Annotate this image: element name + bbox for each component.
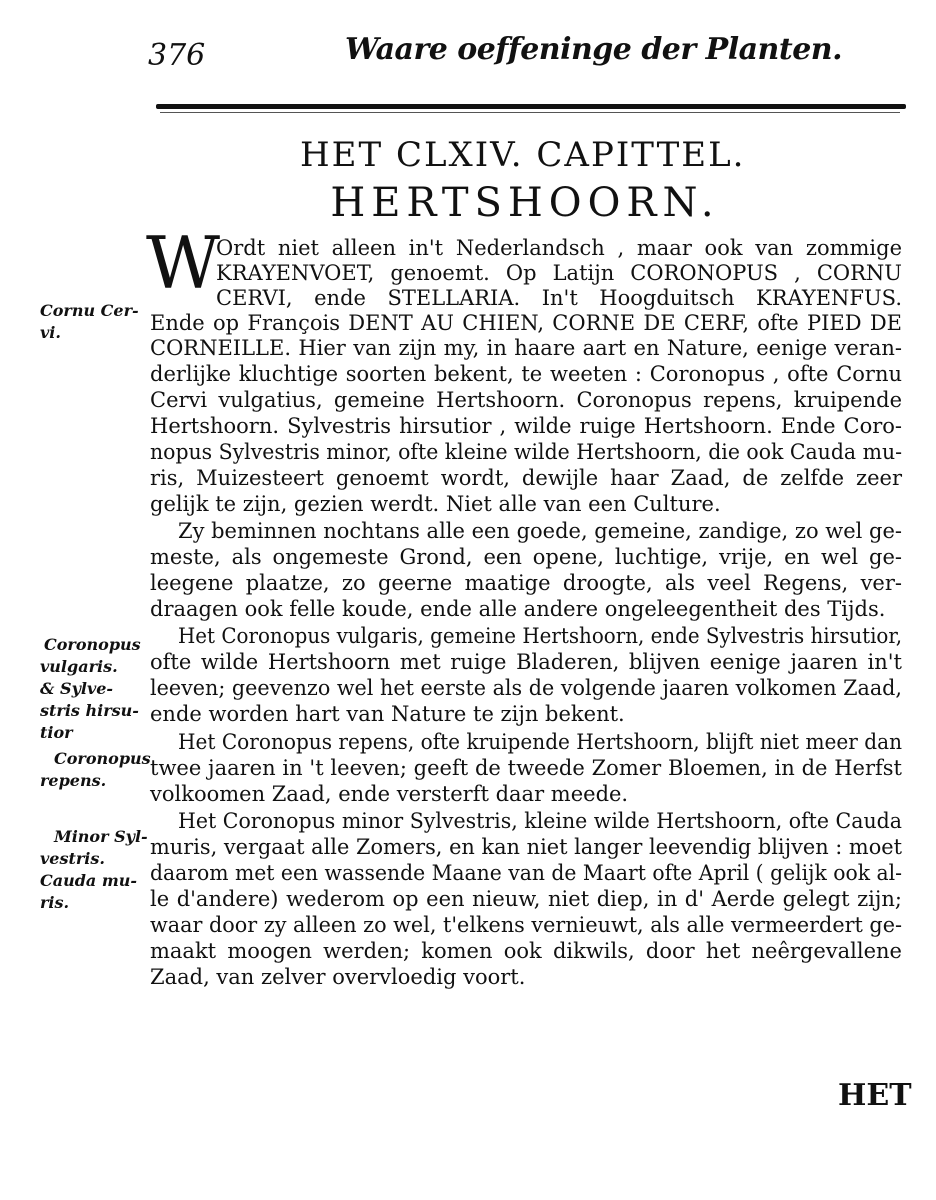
text-line: draagen ook felle koude, ende alle andere ongeleegentheit des Tijds.	[150, 597, 886, 621]
text-line: Zaad, van zelver overvloedig voort.	[150, 965, 526, 989]
text-line: leegene plaatze, zo geerne maatige droogte, als veel Regens, ver-	[150, 571, 902, 595]
text-line: CORNEILLE. Hier van zijn my, in haare aart en Nature, eenige veran-	[150, 336, 902, 360]
page-number: 376	[148, 38, 206, 73]
text-line: maakt moogen werden; komen ook dikwils, door het neêrgevallene	[150, 939, 902, 963]
text-line: ofte wilde Hertshoorn met ruige Bladeren, blijven eenige jaaren in't	[150, 650, 902, 674]
text-line: leeven; geevenzo wel het eerste als de volgende jaaren volkomen Zaad,	[150, 676, 902, 700]
margin-note: Minor Syl-	[54, 827, 148, 846]
drop-cap: W	[146, 221, 221, 305]
text-line: waar door zy alleen zo wel, t'elkens vernieuwt, als alle vermeerdert ge-	[150, 913, 902, 937]
header-rule-thin	[160, 112, 900, 113]
text-line: Het Coronopus minor Sylvestris, kleine wilde Hertshoorn, ofte Cauda	[178, 809, 902, 833]
margin-note: Cauda mu-	[40, 871, 138, 890]
margin-note: stris hirsu-	[40, 701, 139, 720]
text-line: derlijke kluchtige soorten bekent, te weeten : Coronopus , ofte Cornu	[150, 362, 902, 386]
chapter-heading: HET CLXIV. CAPITTEL.	[300, 135, 746, 175]
text-line: Zy beminnen nochtans alle een goede, gemeine, zandige, zo wel ge-	[178, 519, 902, 543]
margin-note: ris.	[40, 893, 70, 912]
margin-note: Coronopus	[44, 635, 141, 654]
chapter-title: HERTSHOORN.	[330, 180, 720, 226]
text-line: gelijk te zijn, gezien werdt. Niet alle van een Culture.	[150, 492, 721, 516]
running-title: Waare oeffeninge der Planten.	[345, 32, 843, 67]
catchword: HET	[838, 1078, 912, 1113]
text-line: ende worden hart van Nature te zijn bekent.	[150, 702, 625, 726]
text-line: volkoomen Zaad, ende versterft daar meede.	[150, 782, 629, 806]
text-line: Ende op François DENT AU CHIEN, CORNE DE CERF, ofte PIED DE	[150, 311, 902, 335]
text-line: CERVI, ende STELLARIA. In't Hoogduitsch KRAYENFUS.	[216, 286, 902, 310]
text-line: Het Coronopus repens, ofte kruipende Hertshoorn, blijft niet meer dan	[178, 730, 902, 754]
text-line: meste, als ongemeste Grond, een opene, luchtige, vrije, en wel ge-	[150, 545, 902, 569]
margin-note: vestris.	[40, 849, 105, 868]
text-line: Het Coronopus vulgaris, gemeine Hertshoorn, ende Sylvestris hirsutior,	[178, 624, 902, 648]
margin-note: vi.	[40, 323, 61, 342]
text-line: muris, vergaat alle Zomers, en kan niet langer leevendig blijven : moet	[150, 835, 902, 859]
text-line: Cervi vulgatius, gemeine Hertshoorn. Coronopus repens, kruipende	[150, 388, 902, 412]
text-line: nopus Sylvestris minor, ofte kleine wilde Hertshoorn, die ook Cauda mu-	[150, 440, 902, 464]
text-line: ris, Muizesteert genoemt wordt, dewijle haar Zaad, de zelfde zeer	[150, 466, 902, 490]
text-line: le d'andere) wederom op een nieuw, niet diep, in d' Aerde gelegt zijn;	[150, 887, 902, 911]
text-line: Hertshoorn. Sylvestris hirsutior , wilde ruige Hertshoorn. Ende Coro-	[150, 414, 902, 438]
text-line: daarom met een wassende Maane van de Maart ofte April ( gelijk ook al-	[150, 861, 902, 885]
margin-note: & Sylve-	[40, 679, 114, 698]
text-line: Ordt niet alleen in't Nederlandsch , maar ook van zommige	[216, 236, 902, 260]
margin-note: repens.	[40, 771, 107, 790]
header-rule	[156, 104, 906, 109]
margin-note: Coronopus	[54, 749, 151, 768]
margin-note: vulgaris.	[40, 657, 118, 676]
margin-note: tior	[40, 723, 73, 742]
margin-note: Cornu Cer-	[40, 301, 139, 320]
text-line: KRAYENVOET, genoemt. Op Latijn CORONOPUS , CORNU	[216, 261, 902, 285]
text-line: twee jaaren in 't leeven; geeft de tweede Zomer Bloemen, in de Herfst	[150, 756, 902, 780]
